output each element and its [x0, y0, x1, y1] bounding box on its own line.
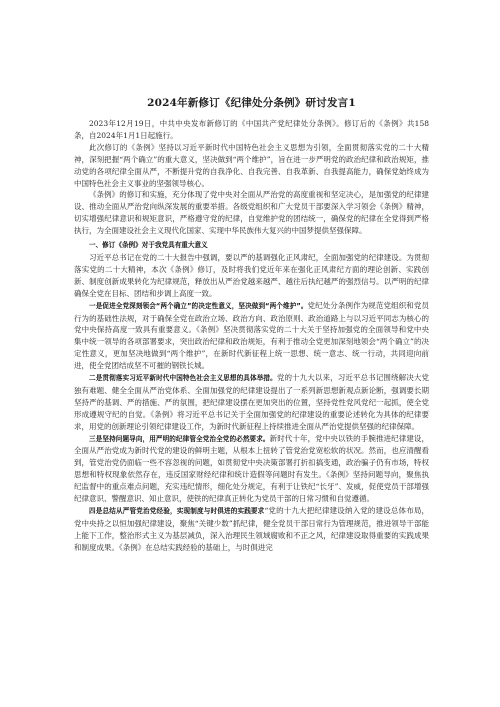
- document-body: [74, 118, 429, 554]
- paragraph-lead-heading: 二是贯彻落实习近平新时代中国特色社会主义思想的具体举措。: [89, 374, 277, 383]
- paragraph: [74, 142, 429, 190]
- paragraph-text: 习近平总书记在党的二十大报告中强调，要以严的基调强化正风肃纪，全面加强党的纪律建设。为贯彻落实党的二十大精神，本次《条例》修订，及时将我们党近年来在强化正风肃纪方面的理论创新、实践创新、制度创新成果转化为纪律规范，释放出从严治党越来越严、越往后执纪越严的强烈信号。以严明的纪律确保全党在目标、团结和步调上高度一致。: [74, 252, 429, 298]
- paragraph-text: 党的十九大以来，习近平总书记围绕解决大党独有难题、健全全面从严治党体系、全面加强党的纪律建设提出了一系列新思想新观点新论断，强调要长期坚持严的基调、严的措施、严的氛围，把纪律建设摆在更加突出的位置，坚持党性党风党纪一起抓，使全党形成遵规守纪的自觉。《条例》将习近平总书记关于全面加强党的纪律建设的重要论述转化为具体的纪律要求，用党的创新理论引领纪律建设工作，为新时代新征程上持续推进全面从严治党提供坚强的纪律保障。: [74, 373, 430, 431]
- paragraph-text: 此次修订的《条例》坚持以习近平新时代中国特色社会主义思想为引领，全面贯彻落实党的二十大精神，深刻把握“两个确立”的重大意义，坚决做到“两个维护”，旨在进一步严明党的政治纪律和政治规矩，推动党的各项纪律全面从严，不断提升党的自我净化、自我完善、自我革新、自我提高能力，确保党始终成为中国特色社会主义事业的坚强领导核心。: [74, 142, 429, 188]
- paragraph-text: 党纪处分条例作为规范党组织和党员行为的基础性法规，对于确保全党在政治立场、政治方向、政治原则、政治道路上与以习近平同志为核心的党中央保持高度一致具有重要意义。《条例》坚决贯彻落实党的二十大关于坚持加强党的全面领导和党中央集中统一领导的各项部署要求，突出政治纪律和政治规矩，有利于推动全党更加深刻地领会“两个确立”的决定性意义，更加坚决地做到“两个维护”，在新时代新征程上统一思想、统一意志、统一行动，共同迎向前进，使全党团结成坚不可摧的钢铁长城。: [74, 300, 429, 371]
- paragraph-text: 2023年12月19日，中共中央发布新修订的《中国共产党纪律处分条例》。修订后的《条例》共158条，自2024年1月1日起施行。: [74, 119, 429, 140]
- section-heading: [74, 239, 429, 252]
- paragraph-lead-heading: 三是坚持问题导向，用严明的纪律管全党治全党的必然要求。: [89, 434, 270, 443]
- paragraph: [74, 433, 429, 505]
- paragraph-lead-heading: 一是促进全党深刻领会“两个确立”的决定性意义，坚决做到“两个维护”。: [89, 301, 308, 310]
- paragraph: [74, 505, 429, 554]
- paragraph: [74, 300, 429, 372]
- paragraph: [74, 252, 429, 300]
- paragraph-lead-heading: 四是总结从严管党治党经验，实现制度与时俱进的实践要求: [89, 507, 265, 515]
- paragraph: [74, 118, 429, 142]
- section-heading-text: 一、修订《条例》对于我党具有重大意义: [89, 241, 208, 250]
- paragraph: [74, 189, 429, 237]
- document-title: 2024年新修订《纪律处分条例》研讨发言1: [147, 97, 356, 109]
- paragraph-text: “党的十九大把纪律建设纳入党的建设总体布局，党中央持之以恒加强纪律建设，聚焦“关键少数”抓纪律，健全党员干部日常行为管理规范，推进领导干部能上能下工作，整治形式主义为基层减负，深入治理民生领域腐败和不正之风，纪律建设取得重要的实践成果和制度成果。《条例》在总结实践经验的基础上，与时俱进完: [74, 506, 429, 552]
- paragraph-text: 新时代十年，党中央以铁的手腕推进纪律建设，全面从严治党成为新时代党的建设的鲜明主题，从根本上扭转了管党治党宽松软的状况。然而，也应清醒看到，管党治党仍面临一些不容忽视的问题，如贯彻党中央决策部署打折扣搞变通，政治骗子仍有市场，特权思想和特权现象依然存在，违反国家财经纪律和统计造假等问题时有发生。《条例》坚持问题导向，聚焦执纪监督中的重点难点问题，充实违纪情形，细化处分规定，有利于让铁纪“长牙”、发威，促使党员干部增强纪律意识、警醒意识、知止意识，使铁的纪律真正转化为党员干部的日常习惯和自觉遵循。: [74, 433, 430, 504]
- paragraph-text: 《条例》的修订和实施，充分体现了党中央对全面从严治党的高度重视和坚定决心，是加强党的纪律建设、推动全面从严治党向纵深发展的重要举措。各级党组织和广大党员干部要深入学习领会《条例》精神，切实增强纪律意识和规矩意识，严格遵守党的纪律，自觉维护党的团结统一，确保党的纪律在全党得到严格执行，为全面建设社会主义现代化国家、实现中华民族伟大复兴的中国梦提供坚强保障。: [74, 190, 429, 236]
- paragraph: [74, 372, 429, 433]
